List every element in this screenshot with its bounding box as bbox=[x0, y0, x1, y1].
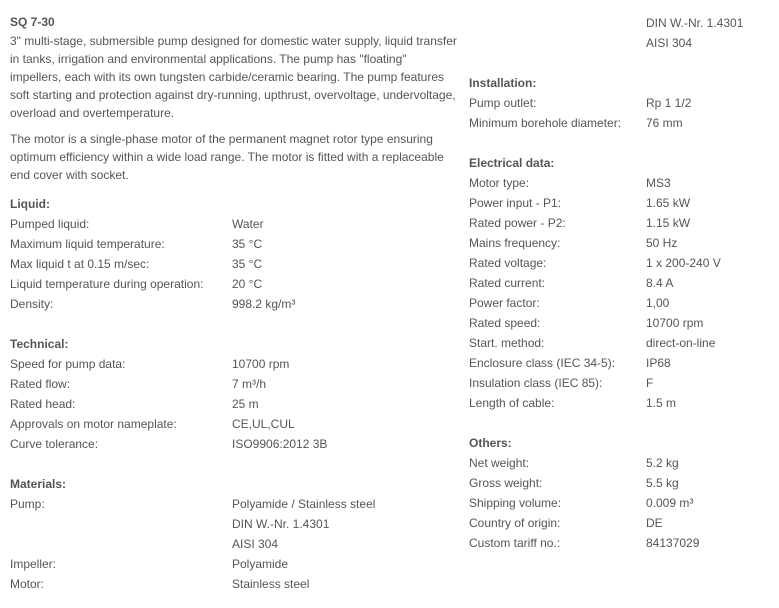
others-section bbox=[469, 433, 774, 553]
spec-label: Minimum borehole diameter: bbox=[469, 116, 622, 130]
spec-label: Country of origin: bbox=[469, 516, 561, 530]
spec-value: 0.009 m³ bbox=[646, 496, 694, 510]
materials-section bbox=[10, 474, 460, 594]
spec-row bbox=[10, 574, 460, 594]
spec-label: Pump: bbox=[10, 497, 45, 511]
spec-row bbox=[469, 473, 774, 493]
motor-description-paragraph: The motor is a single-phase motor of the permanent magnet rotor type ensuring optimum efficiency within a wide load range. The motor is fitted with a replaceable end cover with socket. bbox=[10, 132, 444, 182]
spec-row bbox=[10, 274, 460, 294]
spec-value: 84137029 bbox=[646, 536, 700, 550]
spec-label bbox=[10, 514, 232, 534]
spec-label: Density: bbox=[10, 297, 54, 311]
spec-label: Rated voltage: bbox=[469, 256, 547, 270]
spec-row bbox=[10, 294, 460, 314]
spec-row bbox=[469, 253, 774, 273]
spec-value: Polyamide / Stainless steel bbox=[232, 497, 376, 511]
spec-row bbox=[469, 113, 774, 133]
spec-label: Impeller: bbox=[10, 557, 57, 571]
liquid-section bbox=[10, 194, 460, 314]
spec-row bbox=[469, 33, 774, 53]
left-column bbox=[10, 13, 460, 594]
spec-row bbox=[469, 93, 774, 113]
spec-row bbox=[469, 513, 774, 533]
spec-value: Water bbox=[232, 217, 264, 231]
spec-value: MS3 bbox=[646, 176, 671, 190]
spec-value: 25 m bbox=[232, 397, 259, 411]
spec-value: 8.4 A bbox=[646, 276, 674, 290]
product-title: SQ 7-30 bbox=[10, 15, 55, 29]
spec-value: ISO9906:2012 3B bbox=[232, 437, 328, 451]
spec-value: DIN W.-Nr. 1.4301 bbox=[646, 16, 744, 30]
spec-value: IP68 bbox=[646, 356, 671, 370]
spec-label: Rated head: bbox=[10, 397, 76, 411]
spec-row bbox=[469, 493, 774, 513]
spec-value: F bbox=[646, 376, 654, 390]
spec-label: Max liquid t at 0.15 m/sec: bbox=[10, 257, 150, 271]
spec-label: Motor: bbox=[10, 577, 45, 591]
spec-value: 998.2 kg/m³ bbox=[232, 297, 296, 311]
spec-value: 10700 rpm bbox=[646, 316, 704, 330]
spec-value: 1.5 m bbox=[646, 396, 677, 410]
spec-value: 1,00 bbox=[646, 296, 670, 310]
spec-value: direct-on-line bbox=[646, 336, 716, 350]
spec-label: Pump outlet: bbox=[469, 96, 537, 110]
spec-label: Speed for pump data: bbox=[10, 357, 126, 371]
description-paragraph: 3" multi-stage, submersible pump designed for domestic water supply, liquid transfer in tanks, irrigation and environmental applications. The pump has "floating" impellers, each with its own tungsten carbide/ceramic bearing. The pump features soft starting and protection against dry-running, upthrust, overvoltage, undervoltage, overload and overtemperature. bbox=[10, 34, 457, 120]
spec-row bbox=[469, 233, 774, 253]
spec-value: 5.2 kg bbox=[646, 456, 679, 470]
spec-label bbox=[469, 33, 646, 53]
spec-row bbox=[469, 193, 774, 213]
spec-row bbox=[10, 554, 460, 574]
spec-value: Rp 1 1/2 bbox=[646, 96, 692, 110]
spec-value: 50 Hz bbox=[646, 236, 678, 250]
spec-label: Custom tariff no.: bbox=[469, 536, 561, 550]
spec-label: Rated power - P2: bbox=[469, 216, 566, 230]
spec-label: Shipping volume: bbox=[469, 496, 562, 510]
right-column bbox=[469, 13, 774, 553]
spec-label: Approvals on motor nameplate: bbox=[10, 417, 177, 431]
spec-label: Mains frequency: bbox=[469, 236, 561, 250]
spec-value: AISI 304 bbox=[232, 537, 279, 551]
spec-row bbox=[469, 13, 774, 33]
spec-value: 1.15 kW bbox=[646, 216, 691, 230]
spec-label: Gross weight: bbox=[469, 476, 543, 490]
spec-row bbox=[469, 373, 774, 393]
spec-value: 1 x 200-240 V bbox=[646, 256, 721, 270]
spec-row bbox=[469, 173, 774, 193]
spec-row bbox=[10, 514, 460, 534]
spec-label: Enclosure class (IEC 34-5): bbox=[469, 356, 616, 370]
spec-value: CE,UL,CUL bbox=[232, 417, 295, 431]
spec-value: 1.65 kW bbox=[646, 196, 691, 210]
spec-label: Net weight: bbox=[469, 456, 530, 470]
technical-section bbox=[10, 334, 460, 454]
spec-label: Rated speed: bbox=[469, 316, 541, 330]
spec-row bbox=[469, 393, 774, 413]
spec-row bbox=[10, 494, 460, 514]
spec-value: 20 °C bbox=[232, 277, 263, 291]
spec-value: Stainless steel bbox=[232, 577, 310, 591]
spec-value: AISI 304 bbox=[646, 36, 693, 50]
spec-value: Polyamide bbox=[232, 557, 289, 571]
spec-label: Power input - P1: bbox=[469, 196, 562, 210]
spec-label: Liquid temperature during operation: bbox=[10, 277, 204, 291]
spec-row bbox=[10, 434, 460, 454]
spec-value: 10700 rpm bbox=[232, 357, 290, 371]
spec-label: Rated current: bbox=[469, 276, 546, 290]
spec-row bbox=[10, 414, 460, 434]
spec-row bbox=[469, 273, 774, 293]
electrical-section bbox=[469, 153, 774, 413]
electrical-section-title: Electrical data: bbox=[469, 156, 555, 170]
spec-label: Insulation class (IEC 85): bbox=[469, 376, 603, 390]
spec-row bbox=[469, 453, 774, 473]
spec-value: 5.5 kg bbox=[646, 476, 679, 490]
installation-section-title: Installation: bbox=[469, 76, 537, 90]
technical-section-title: Technical: bbox=[10, 337, 69, 351]
spec-row bbox=[10, 254, 460, 274]
spec-row bbox=[10, 354, 460, 374]
spec-value: DE bbox=[646, 516, 663, 530]
spec-row bbox=[10, 214, 460, 234]
spec-label: Motor type: bbox=[469, 176, 530, 190]
spec-row bbox=[10, 374, 460, 394]
spec-row bbox=[10, 394, 460, 414]
spec-value: DIN W.-Nr. 1.4301 bbox=[232, 517, 330, 531]
spec-row bbox=[10, 234, 460, 254]
spec-value: 35 °C bbox=[232, 257, 263, 271]
spec-label bbox=[10, 534, 232, 554]
spec-label: Start. method: bbox=[469, 336, 545, 350]
spec-value: 7 m³/h bbox=[232, 377, 267, 391]
spec-row bbox=[10, 534, 460, 554]
materials-section-title: Materials: bbox=[10, 477, 67, 491]
spec-row bbox=[469, 353, 774, 373]
spec-row bbox=[469, 333, 774, 353]
spec-label: Power factor: bbox=[469, 296, 540, 310]
spec-value: 76 mm bbox=[646, 116, 683, 130]
spec-label bbox=[469, 13, 646, 33]
liquid-section-title: Liquid: bbox=[10, 197, 50, 211]
spec-row bbox=[469, 293, 774, 313]
spec-row bbox=[469, 313, 774, 333]
spec-row bbox=[469, 533, 774, 553]
spec-value: 35 °C bbox=[232, 237, 263, 251]
materials-continued bbox=[469, 13, 774, 53]
spec-label: Pumped liquid: bbox=[10, 217, 90, 231]
spec-label: Rated flow: bbox=[10, 377, 71, 391]
spec-label: Maximum liquid temperature: bbox=[10, 237, 165, 251]
spec-row bbox=[469, 213, 774, 233]
installation-section bbox=[469, 73, 774, 133]
spec-label: Length of cable: bbox=[469, 396, 555, 410]
others-section-title: Others: bbox=[469, 436, 512, 450]
spec-label: Curve tolerance: bbox=[10, 437, 99, 451]
